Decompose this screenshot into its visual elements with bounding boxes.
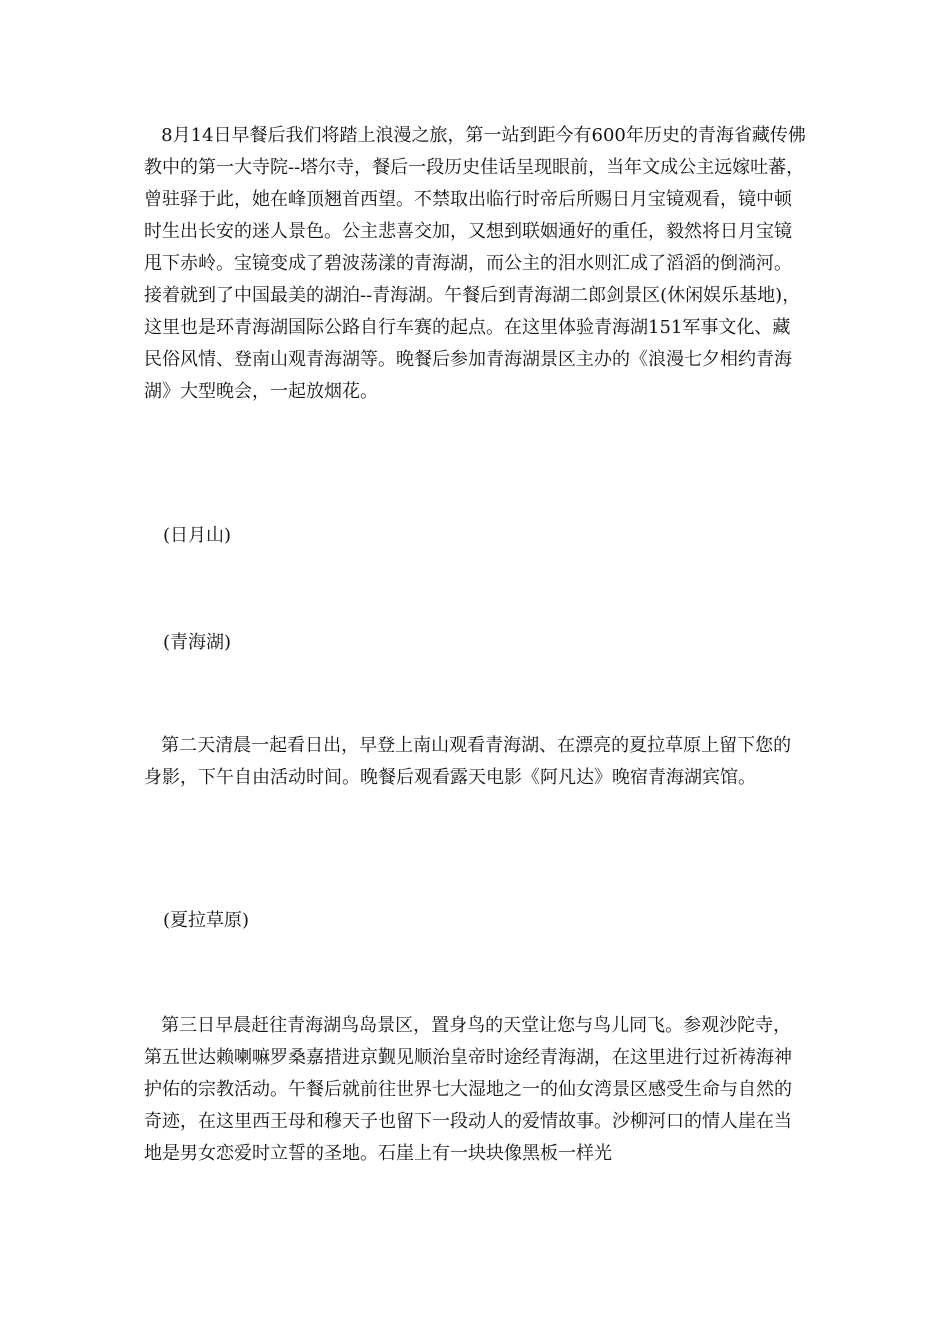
image-caption-riyue-mountain: (日月山): [163, 525, 232, 546]
image-caption-xiala-grassland: (夏拉草原): [163, 910, 250, 931]
itinerary-paragraph-day-3: 第三日早晨赶往青海湖鸟岛景区，置身鸟的天堂让您与鸟儿同飞。参观沙陀寺，第五世达赖喇嘛罗桑嘉措进京觐见顺治皇帝时途经青海湖，在这里进行过祈祷海神护佑的宗教活动。午餐后就前往世界七大湿地之一的仙女湾景区感受生命与自然的奇迹，在这里西王母和穆天子也留下一段动人的爱情故事。沙柳河口的情人崖在当地是男女恋爱时立誓的圣地。石崖上有一块块像黑板一样光: [144, 1015, 792, 1164]
itinerary-paragraph-day-2: 第二天清晨一起看日出，早登上南山观看青海湖、在漂亮的夏拉草原上留下您的身影，下午自由活动时间。晚餐后观看露天电影《阿凡达》晚宿青海湖宾馆。: [144, 735, 792, 788]
image-caption-qinghai-lake: (青海湖): [163, 632, 232, 653]
itinerary-paragraph-day-1: 8月14日早餐后我们将踏上浪漫之旅，第一站到距今有600年历史的青海省藏传佛教中的第一大寺院--塔尔寺，餐后一段历史佳话呈现眼前，当年文成公主远嫁吐蕃，曾驻驿于此，她在峰顶翘首西望。不禁取出临行时帝后所赐日月宝镜观看，镜中顿时生出长安的迷人景色。公主悲喜交加，又想到联姻通好的重任，毅然将日月宝镜甩下赤岭。宝镜变成了碧波荡漾的青海湖，而公主的泪水则汇成了滔滔的倒淌河。接着就到了中国最美的湖泊--青海湖。午餐后到青海湖二郎剑景区(休闲娱乐基地)，这里也是环青海湖国际公路自行车赛的起点。在这里体验青海湖151军事文化、藏民俗风情、登南山观青海湖等。晚餐后参加青海湖景区主办的《浪漫七夕相约青海湖》大型晚会，一起放烟花。: [144, 125, 806, 402]
